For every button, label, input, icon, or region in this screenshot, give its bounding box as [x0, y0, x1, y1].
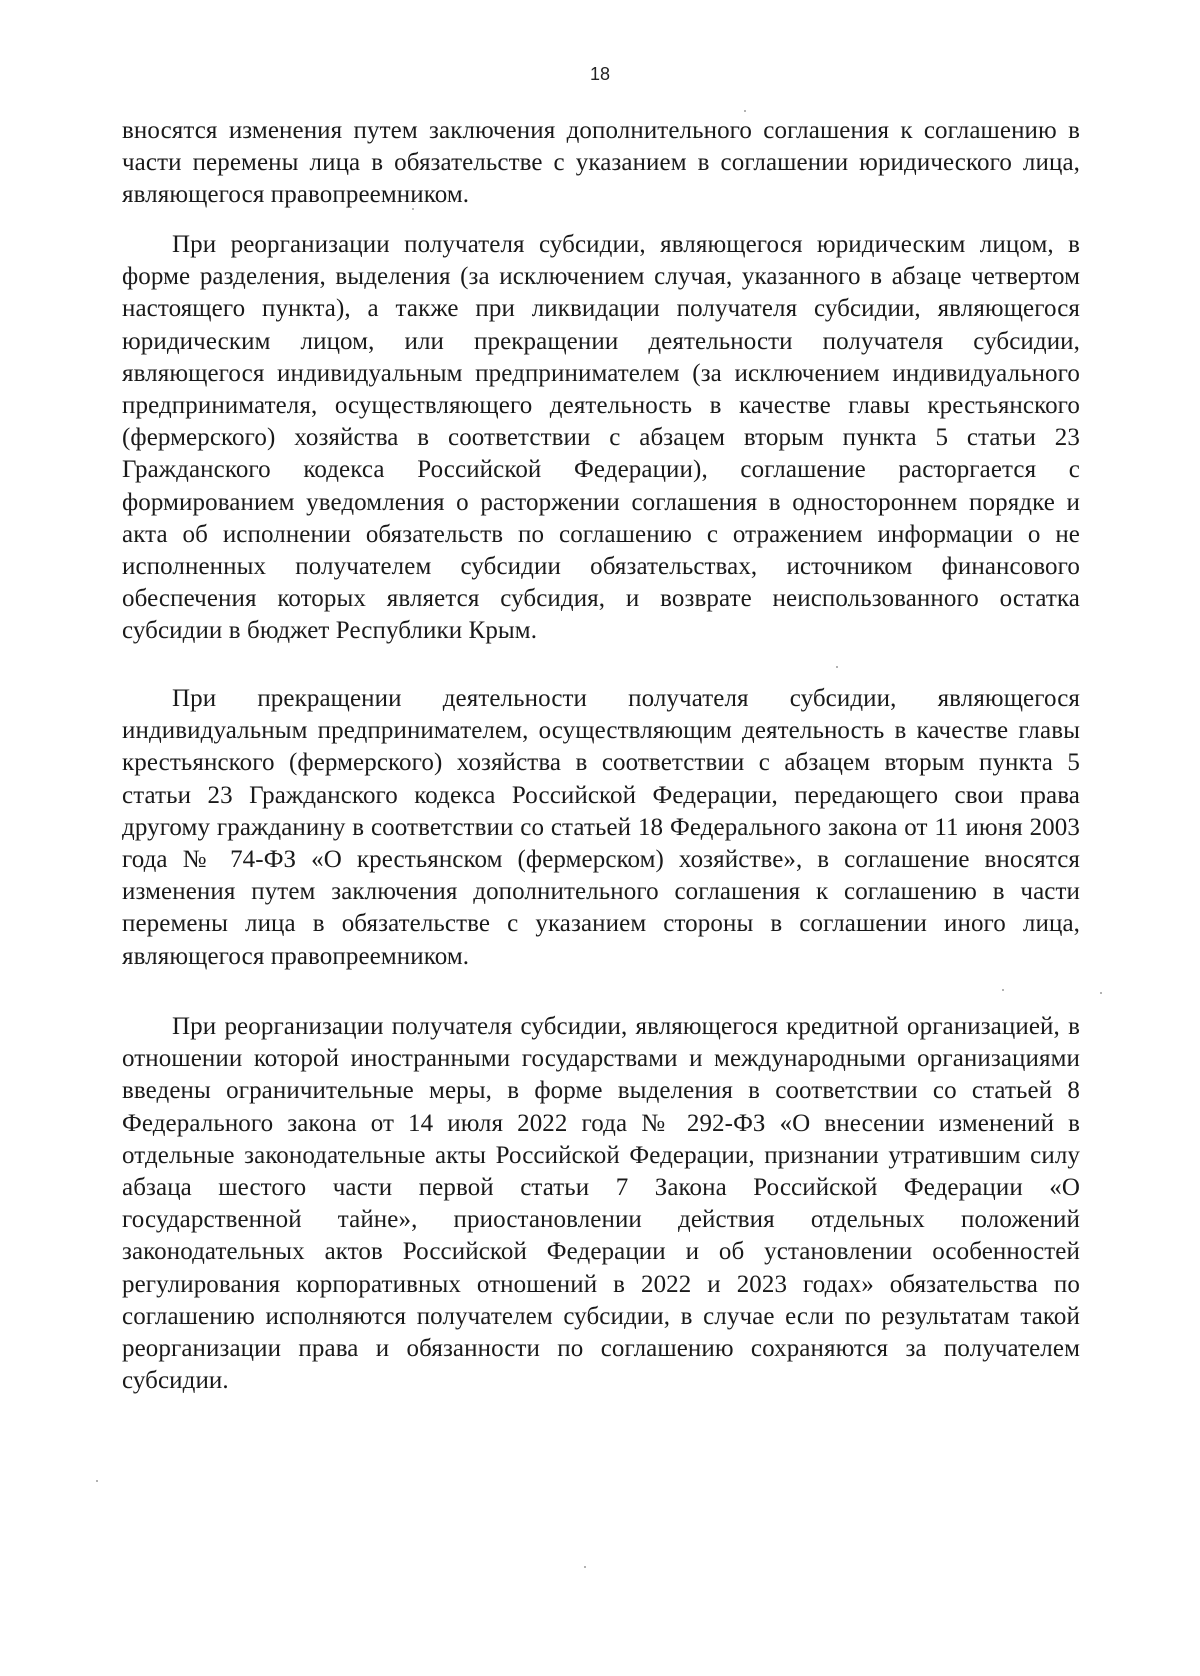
- scan-speck: [412, 208, 414, 210]
- scan-speck: [836, 666, 838, 668]
- paragraph-4-text: При реорганизации получателя субсидии, являющегося кредитной организацией, в отношении которой иностранными государствами и международными организациями введены ограничительные меры, в форме выделения в соответствии со статьей 8 Федерального закона от 14 июля 2022 года № 292-ФЗ «О внесении изменений в отдельные законодательные акты Российской Федерации, признании утратившим силу абзаца шестого части первой статьи 7 Закона Российской Федерации «О государственной тайне», приостановлении действия отдельных положений законодательных актов Российской Федерации и об установлении особенностей регулирования корпоративных отношений в 2022 и 2023 годах» обязательства по соглашению исполняются получателем субсидии, в случае если по результатам такой реорганизации права и обязанности по соглашению сохраняются за получателем субсидии.: [122, 1013, 1080, 1395]
- paragraph-4: [122, 1011, 1080, 1397]
- scan-speck: [1002, 989, 1004, 991]
- scan-speck: [96, 1480, 98, 1482]
- page-number: 18: [589, 64, 611, 84]
- scan-speck: [1100, 992, 1102, 994]
- paragraph-1-text: вносятся изменения путем заключения дополнительного соглашения к соглашению в части перемены лица в обязательстве с указанием в соглашении юридического лица, являющегося правопреемником.: [122, 117, 1080, 209]
- scan-speck: [584, 1566, 586, 1568]
- paragraph-2-text: При реорганизации получателя субсидии, являющегося юридическим лицом, в форме разделения, выделения (за исключением случая, указанного в абзаце четвертом настоящего пункта), а также при ликвидации получателя субсидии, являющегося юридическим лицом, или прекращении деятельности получателя субсидии, являющегося индивидуальным предпринимателем (за исключением индивидуального предпринимателя, осуществляющего деятельность в качестве главы крестьянского (фермерского) хозяйства в соответствии с абзацем вторым пункта 5 статьи 23 Гражданского кодекса Российской Федерации), соглашение расторгается с формированием уведомления о расторжении соглашения в одностороннем порядке и акта об исполнении обязательств по соглашению с отражением информации о не исполненных получателем субсидии обязательствах, источником финансового обеспечения которых является субсидия, и возврате неиспользованного остатка субсидии в бюджет Республики Крым.: [122, 231, 1080, 645]
- paragraph-3-text: При прекращении деятельности получателя субсидии, являющегося индивидуальным предпринимателем, осуществляющим деятельность в качестве главы крестьянского (фермерского) хозяйства в соответствии с абзацем вторым пункта 5 статьи 23 Гражданского кодекса Российской Федерации, передающего свои права другому гражданину в соответствии со статьей 18 Федерального закона от 11 июня 2003 года № 74-ФЗ «О крестьянском (фермерском) хозяйстве», в соглашение вносятся изменения путем заключения дополнительного соглашения к соглашению в части перемены лица в обязательстве с указанием стороны в соглашении иного лица, являющегося правопреемником.: [122, 685, 1080, 970]
- paragraph-3: [122, 683, 1080, 973]
- paragraph-2: [122, 229, 1080, 648]
- scan-speck: [744, 110, 746, 112]
- paragraph-1: [122, 115, 1080, 212]
